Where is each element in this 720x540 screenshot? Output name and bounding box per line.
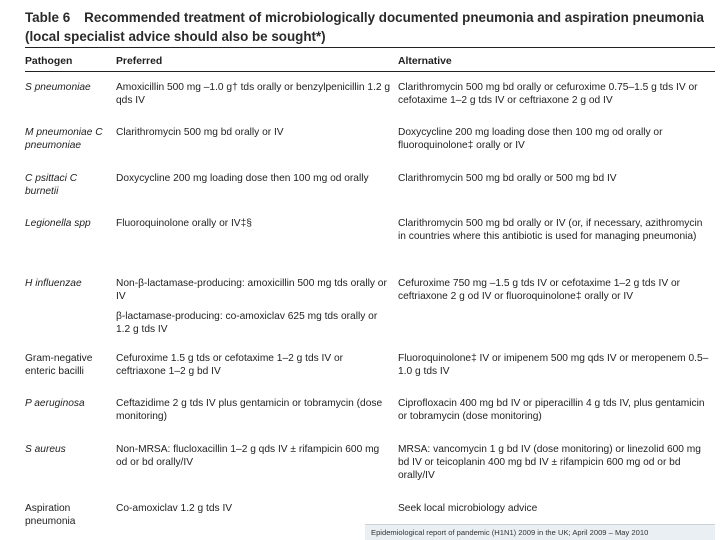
header-rule xyxy=(25,71,715,72)
title-text: Recommended treatment of microbiologically documented pneumonia and aspiration pneumonia xyxy=(84,10,704,25)
table-row-preferred-2: β-lactamase-producing: co-amoxiclav 625 mg tds orally or 1.2 g tds IV xyxy=(116,311,378,336)
table-row-preferred: Doxycycline 200 mg loading dose then 100 mg od orally xyxy=(116,173,369,184)
table-row-alternative: Clarithromycin 500 mg bd orally or 500 mg bd IV xyxy=(398,173,617,184)
table-row-pathogen: Gram-negative enteric bacilli xyxy=(25,353,93,378)
table-title xyxy=(25,8,715,46)
table-row-preferred: Cefuroxime 1.5 g tds or cefotaxime 1–2 g tds IV or ceftriaxone 1–2 g bd IV xyxy=(116,353,344,378)
table-row-alternative: Fluoroquinolone‡ IV or imipenem 500 mg qds IV or meropenem 0.5–1.0 g tds IV xyxy=(398,353,709,378)
title-line-2: (local specialist advice should also be sought*) xyxy=(25,29,326,44)
table-row-preferred: Clarithromycin 500 mg bd orally or IV xyxy=(116,127,284,138)
footer-caption: Epidemiological report of pandemic (H1N1) 2009 in the UK; April 2009 – May 2010 xyxy=(365,524,715,540)
table-row-preferred: Fluoroquinolone orally or IV‡§ xyxy=(116,218,252,229)
table-row-preferred: Non-β-lactamase-producing: amoxicillin 500 mg tds orally or IV xyxy=(116,278,387,303)
table-row-pathogen: H influenzae xyxy=(25,278,82,289)
table-row-preferred: Amoxicillin 500 mg –1.0 g† tds orally or benzylpenicillin 1.2 g qds IV xyxy=(116,82,391,107)
table-row-pathogen: Aspiration pneumonia xyxy=(25,503,76,528)
table-row-preferred: Non-MRSA: flucloxacillin 1–2 g qds IV ± rifampicin 600 mg od or bd orally/IV xyxy=(116,444,380,469)
table-row-pathogen: Legionella spp xyxy=(25,218,91,229)
table-row-alternative: MRSA: vancomycin 1 g bd IV (dose monitoring) or linezolid 600 mg bd IV or teicoplanin 400 mg bd IV ± rifampicin 600 mg od or bd orally/IV xyxy=(398,444,701,482)
table-row-alternative: Seek local microbiology advice xyxy=(398,503,538,514)
table-row-pathogen: C psittaci C burnetii xyxy=(25,173,78,198)
table-row-alternative: Clarithromycin 500 mg bd orally or IV (or, if necessary, azithromycin in countries where this antibiotic is used for managing pneumonia) xyxy=(398,218,703,243)
title-line-1 xyxy=(25,8,715,27)
table-row-pathogen: P aeruginosa xyxy=(25,398,85,409)
top-rule xyxy=(25,47,715,48)
table-row-alternative: Ciprofloxacin 400 mg bd IV or piperacillin 4 g tds IV, plus gentamicin or tobramycin (dose monitoring) xyxy=(398,398,705,423)
header-preferred: Preferred xyxy=(116,56,163,67)
table-row-pathogen: S pneumoniae xyxy=(25,82,91,93)
table-row-alternative: Clarithromycin 500 mg bd orally or cefuroxime 0.75–1.5 g tds IV or cefotaxime 1–2 g tds IV or ceftriaxone 2 g od IV xyxy=(398,82,698,107)
header-alternative: Alternative xyxy=(398,56,452,67)
header-pathogen: Pathogen xyxy=(25,56,73,67)
table-row-pathogen: M pneumoniae C pneumoniae xyxy=(25,127,103,152)
table-row-alternative: Cefuroxime 750 mg –1.5 g tds IV or cefotaxime 1–2 g tds IV or ceftriaxone 2 g od IV or fluoroquinolone‡ orally or IV xyxy=(398,278,680,303)
table-number: Table 6 xyxy=(25,10,71,25)
table-row-preferred: Ceftazidime 2 g tds IV plus gentamicin or tobramycin (dose monitoring) xyxy=(116,398,383,423)
table-row-alternative: Doxycycline 200 mg loading dose then 100 mg od orally or fluoroquinolone‡ orally or IV xyxy=(398,127,663,152)
table-row-pathogen: S aureus xyxy=(25,444,66,455)
table-row-preferred: Co-amoxiclav 1.2 g tds IV xyxy=(116,503,233,514)
